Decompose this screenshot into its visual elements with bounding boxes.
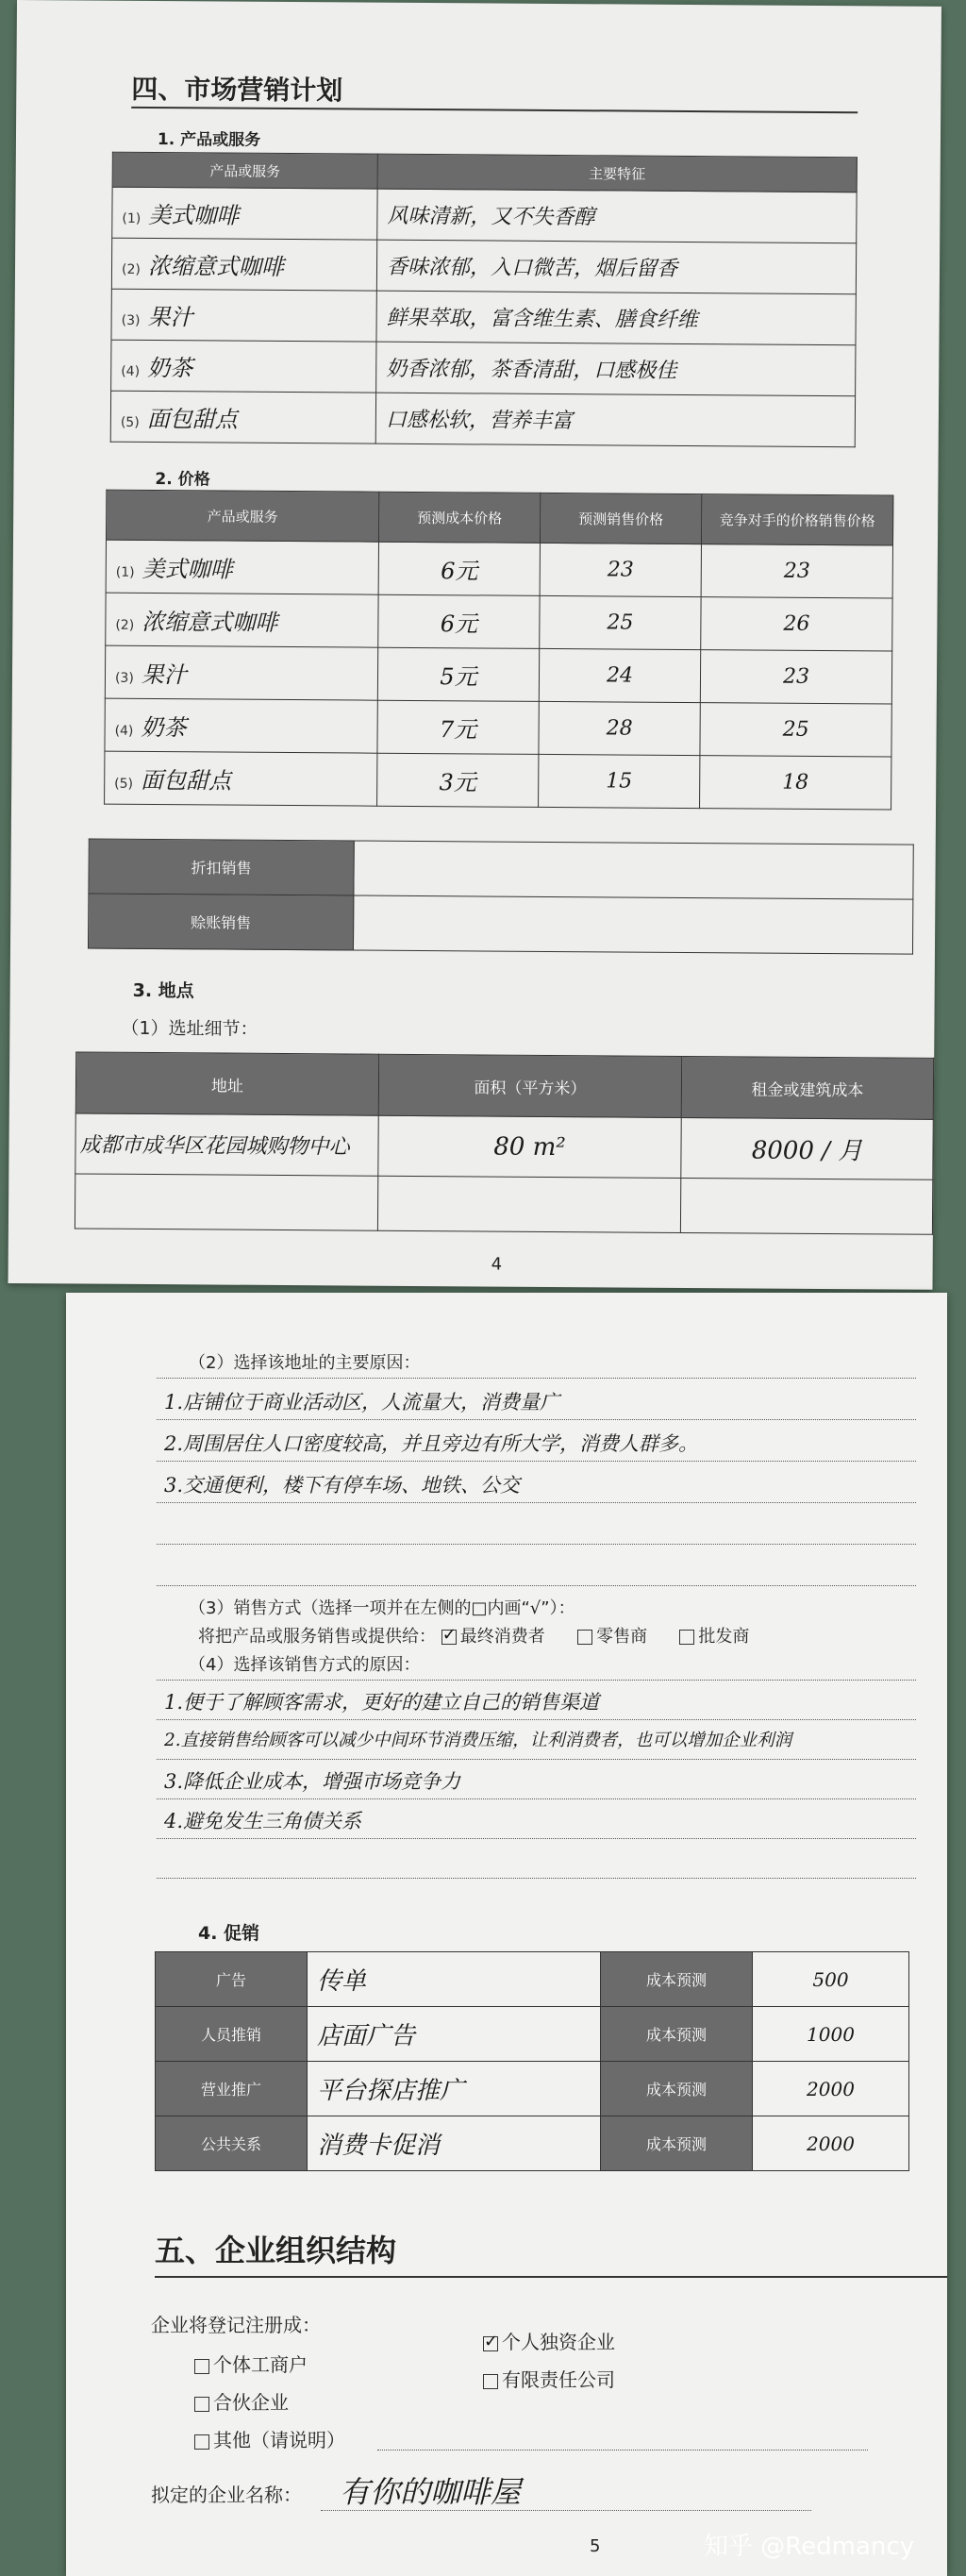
title-underline bbox=[131, 107, 858, 113]
checkbox-other[interactable] bbox=[194, 2434, 209, 2450]
option-llc: 有限责任公司 bbox=[483, 2365, 615, 2392]
table-row: (1) 美式咖啡 风味清新，又不失香醇 bbox=[112, 187, 857, 243]
checkbox-retailer[interactable] bbox=[577, 1630, 592, 1645]
company-name-label: 拟定的企业名称： bbox=[151, 2484, 302, 2506]
reason-line: 1.店铺位于商业活动区，人流量大，消费量广 bbox=[164, 1391, 560, 1413]
page-number: 5 bbox=[590, 2536, 601, 2556]
method-reason-line: 3.降低企业成本，增强市场竞争力 bbox=[164, 1770, 461, 1793]
table-row: (4) 奶茶 7元 28 25 bbox=[105, 698, 891, 757]
location-table bbox=[75, 1051, 934, 1234]
page-5 bbox=[66, 1293, 947, 2576]
price-heading: 2. 价格 bbox=[155, 470, 210, 490]
sales-method-options: 将把产品或服务销售或提供给： ✓ 最终消费者 零售商 批发商 bbox=[198, 1623, 749, 1648]
option-partnership: 合伙企业 bbox=[194, 2387, 289, 2415]
checkbox-sole-proprietorship[interactable] bbox=[483, 2336, 498, 2351]
reason-line: 3.交通便利，楼下有停车场、地铁、公交 bbox=[164, 1474, 521, 1497]
col-competitor: 竞争对手的价格销售价格 bbox=[701, 494, 892, 545]
price-table bbox=[104, 490, 893, 811]
option-sole-proprietorship: ✓个人独资企业 bbox=[483, 2327, 615, 2354]
section-title-marketing: 四、市场营销计划 bbox=[131, 73, 343, 107]
table-row: 公共关系 消费卡促消 成本预测 2000 bbox=[156, 2116, 909, 2171]
table-row: (5) 面包甜点 3元 15 18 bbox=[105, 751, 891, 810]
table-row bbox=[75, 1113, 933, 1179]
method-reason-heading: （4）选择该销售方式的原因： bbox=[189, 1655, 421, 1675]
location-heading: 3. 地点 bbox=[132, 979, 194, 1002]
col-address: 地址 bbox=[75, 1052, 378, 1115]
product-name: 面包甜点 bbox=[146, 405, 238, 433]
product-name: 果汁 bbox=[147, 303, 193, 331]
table-row: (1) 美式咖啡 6元 23 23 bbox=[106, 540, 892, 598]
method-reason-line: 2.直接销售给顾客可以减少中间环节消费压缩，让利消费者，也可以增加企业利润 bbox=[164, 1731, 792, 1750]
method-reason-line: 1.便于了解顾客需求，更好的建立自己的销售渠道 bbox=[164, 1691, 600, 1714]
table-row: (2) 浓缩意式咖啡 香味浓郁，入口微苦，烟后留香 bbox=[111, 238, 856, 294]
table-row: 营业推广 平台探店推广 成本预测 2000 bbox=[156, 2062, 909, 2116]
sales-method-heading: （3）销售方式（选择一项并在左侧的□内画“√”）： bbox=[189, 1598, 575, 1618]
promo-heading: 4. 促销 bbox=[198, 1923, 260, 1944]
reason-line: 2.周围居住人口密度较高，并且旁边有所大学，消费人群多。 bbox=[164, 1432, 699, 1455]
col-sale: 预测销售价格 bbox=[540, 493, 701, 544]
company-name-value: 有你的咖啡屋 bbox=[340, 2474, 522, 2510]
products-table bbox=[110, 152, 858, 448]
product-feature: 鲜果萃取，富含维生素、膳食纤维 bbox=[376, 291, 856, 345]
checkbox-partnership[interactable] bbox=[194, 2397, 209, 2412]
table-row: (2) 浓缩意式咖啡 6元 25 26 bbox=[106, 593, 892, 651]
section-title-org: 五、企业组织结构 bbox=[155, 2233, 397, 2268]
table-row: (3) 果汁 鲜果萃取，富含维生素、膳食纤维 bbox=[111, 289, 856, 345]
reason-heading: （2）选择该地址的主要原因： bbox=[189, 1353, 421, 1373]
col-product: 产品或服务 bbox=[107, 490, 379, 542]
rent-value: 8000 / 月 bbox=[681, 1117, 933, 1179]
col-product: 产品或服务 bbox=[112, 152, 377, 189]
product-name: 浓缩意式咖啡 bbox=[147, 252, 284, 280]
discount-sales-label: 折扣销售 bbox=[89, 839, 354, 895]
page-4 bbox=[8, 0, 941, 1290]
col-area: 面积（平方米） bbox=[378, 1054, 681, 1117]
product-name: 奶茶 bbox=[147, 354, 193, 382]
col-cost: 预测成本价格 bbox=[379, 492, 541, 543]
location-sub: （1）选址细节： bbox=[121, 1017, 258, 1040]
register-label: 企业将登记注册成： bbox=[151, 2314, 321, 2336]
title-underline bbox=[155, 2276, 947, 2278]
method-reason-line: 4.避免发生三角债关系 bbox=[164, 1810, 362, 1832]
watermark: 知乎 @Redmancy bbox=[704, 2533, 915, 2561]
address-value: 成都市成华区花园城购物中心 bbox=[75, 1113, 378, 1176]
checkbox-end-consumer[interactable] bbox=[441, 1630, 457, 1645]
product-name: 美式咖啡 bbox=[148, 201, 240, 229]
table-row: 广告 传单 成本预测 500 bbox=[156, 1952, 909, 2007]
discount-table bbox=[88, 839, 914, 955]
option-sole-trader: 个体工商户 bbox=[194, 2350, 308, 2377]
table-row: (4) 奶茶 奶香浓郁，茶香清甜，口感极佳 bbox=[111, 340, 856, 396]
checkbox-llc[interactable] bbox=[483, 2374, 498, 2389]
col-rent: 租金或建筑成本 bbox=[681, 1056, 933, 1119]
table-row: (3) 果汁 5元 24 23 bbox=[105, 645, 891, 704]
product-feature: 口感松软，营养丰富 bbox=[375, 393, 855, 447]
promo-table bbox=[155, 1951, 909, 2171]
page-number: 4 bbox=[491, 1254, 503, 1275]
area-value: 80 m² bbox=[378, 1115, 681, 1178]
product-feature: 风味清新，又不失香醇 bbox=[377, 189, 857, 243]
products-heading: 1. 产品或服务 bbox=[157, 130, 261, 150]
option-other: 其他（请说明） bbox=[194, 2425, 345, 2452]
table-row: 人员推销 店面广告 成本预测 1000 bbox=[156, 2007, 909, 2062]
product-feature: 香味浓郁，入口微苦，烟后留香 bbox=[376, 240, 856, 294]
checkbox-individual[interactable] bbox=[194, 2359, 209, 2374]
col-feature: 主要特征 bbox=[377, 154, 857, 192]
credit-sales-label: 赊账销售 bbox=[88, 894, 353, 950]
table-row: (5) 面包甜点 口感松软，营养丰富 bbox=[110, 391, 855, 447]
product-feature: 奶香浓郁，茶香清甜，口感极佳 bbox=[376, 342, 856, 396]
checkbox-wholesaler[interactable] bbox=[679, 1630, 694, 1645]
